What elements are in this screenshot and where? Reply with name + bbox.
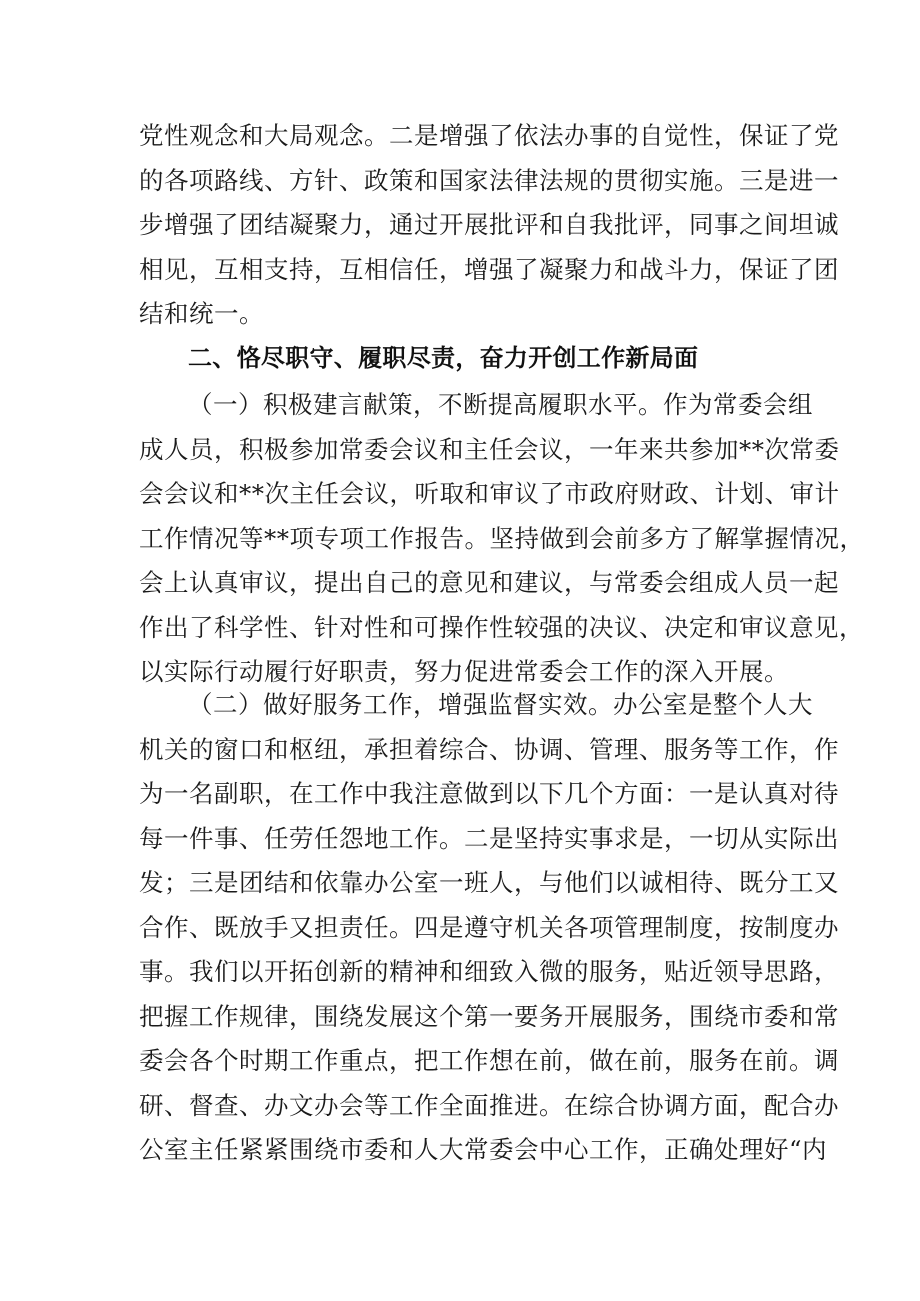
text-line: 发；三是团结和依靠办公室一班人，与他们以诚相待、既分工又 [139, 868, 839, 897]
text-line: 事。我们以开拓创新的精神和细致入微的服务，贴近领导思路， [139, 957, 839, 986]
text-line: 步增强了团结凝聚力，通过开展批评和自我批评，同事之间坦诚 [139, 210, 839, 239]
paragraph-2 [139, 383, 865, 695]
text-line: 合作、既放手又担责任。四是遵守机关各项管理制度，按制度办 [139, 912, 839, 942]
paragraph-3 [139, 683, 839, 1173]
text-line: 机关的窗口和枢纽，承担着综合、协调、管理、服务等工作，作 [139, 734, 839, 764]
text-line: 工作情况等**项专项工作报告。坚持做到会前多方了解掌握情况， [139, 523, 865, 553]
text-line: 研、督查、办文办会等工作全面推进。在综合协调方面，配合办 [139, 1090, 839, 1120]
text-line: 公室主任紧紧围绕市委和人大常委会中心工作，正确处理好“内 [139, 1135, 828, 1164]
text-line: （一）积极建言献策，不断提高履职水平。作为常委会组 [188, 390, 813, 419]
text-line: 相见，互相支持，互相信任，增强了凝聚力和战斗力，保证了团 [139, 254, 839, 284]
paragraph-3-body [139, 683, 839, 1173]
paragraph-1-body [139, 114, 839, 337]
paragraph-2-body [139, 383, 865, 695]
text-line: （二）做好服务工作，增强监督实效。办公室是整个人大 [188, 690, 813, 719]
text-line: 每一件事、任劳任怨地工作。二是坚持实事求是，一切从实际出 [139, 823, 839, 853]
text-line: 把握工作规律，围绕发展这个第一要务开展服务，围绕市委和常 [139, 1001, 839, 1031]
section-heading: 二、恪尽职守、履职尽责，奋力开创工作新局面 [188, 344, 699, 372]
text-line: 的各项路线、方针、政策和国家法律法规的贯彻实施。三是进一 [139, 165, 839, 195]
text-line: 结和统一。 [139, 299, 264, 328]
text-line: 会会议和**次主任会议，听取和审议了市政府财政、计划、审计 [139, 479, 840, 508]
text-line: 党性观念和大局观念。二是增强了依法办事的自觉性，保证了党 [139, 121, 839, 150]
text-line: 会上认真审议，提出自己的意见和建议，与常委会组成人员一起 [139, 568, 839, 597]
paragraph-1 [139, 114, 839, 337]
text-line: 成人员，积极参加常委会议和主任会议，一年来共参加**次常委 [139, 434, 840, 464]
text-line: 为一名副职，在工作中我注意做到以下几个方面：一是认真对待 [139, 779, 839, 808]
text-line: 委会各个时期工作重点，把工作想在前，做在前，服务在前。调 [139, 1046, 839, 1075]
text-line: 作出了科学性、针对性和可操作性较强的决议、决定和审议意见， [139, 612, 864, 642]
text-line: 以实际行动履行好职责，努力促进常委会工作的深入开展。 [139, 657, 789, 686]
